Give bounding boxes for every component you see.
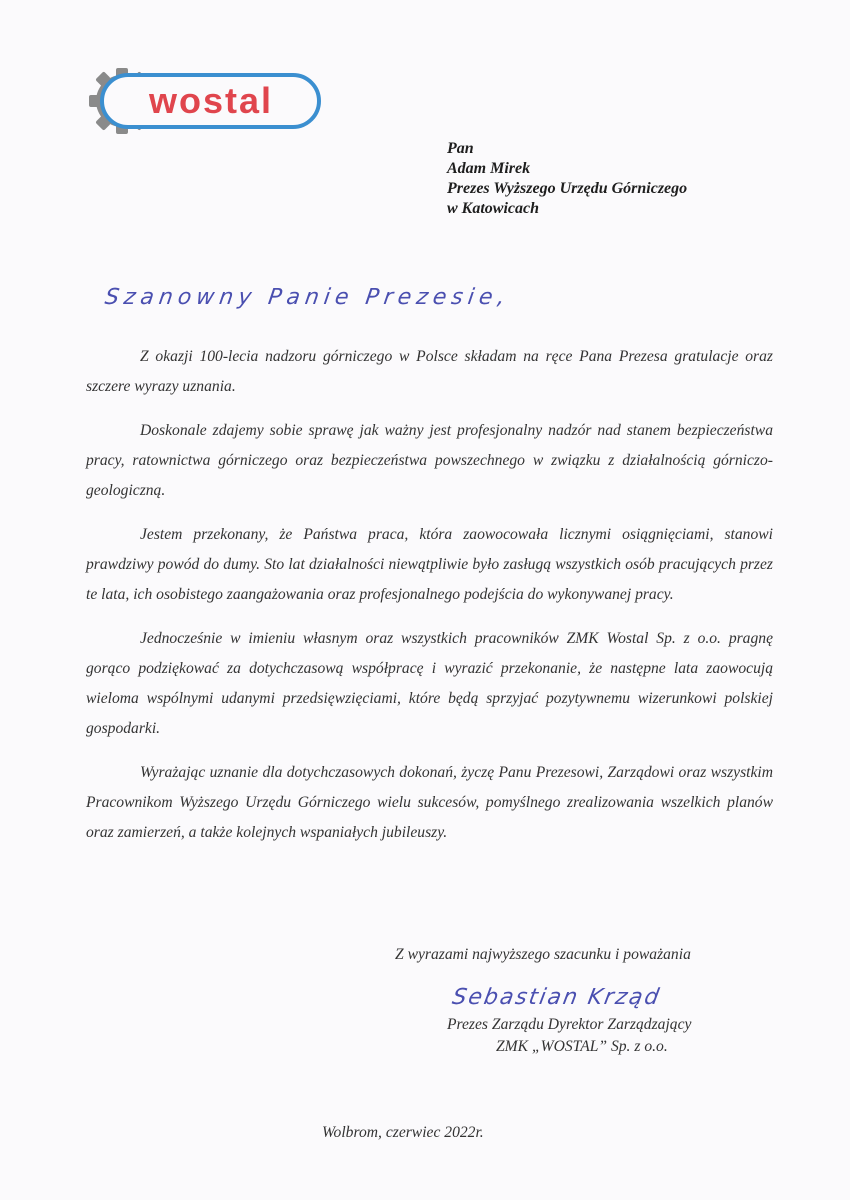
signer-title: Prezes Zarządu Dyrektor Zarządzający (447, 1016, 692, 1033)
signature-text: Sebastian Krząd (450, 984, 663, 1010)
closing-phrase: Z wyrazami najwyższego szacunku i poważania (395, 946, 691, 963)
body-paragraph: Jestem przekonany, że Państwa praca, która zaowocowała licznymi osiągnięciami, stanowi prawdziwy powód do dumy. Sto lat działalności niewątpliwie było zasługą wszystkich osób pracujących przez te lata, ich osobistego zaangażowania oraz profesjonalnego podejścia do wykonywanej pracy. (86, 526, 773, 603)
recipient-line: Prezes Wyższego Urzędu Górniczego (447, 180, 688, 197)
body-paragraph: Doskonale zdajemy sobie sprawę jak ważny jest profesjonalny nadzór nad stanem bezpieczeństwa pracy, ratownictwa górniczego oraz bezpieczeństwa powszechnego w związku z działalnością górniczo-geologiczną. (86, 422, 773, 499)
recipient-line: Pan (447, 140, 474, 157)
signer-company: ZMK „WOSTAL” Sp. z o.o. (496, 1038, 668, 1055)
recipient-address (447, 139, 687, 219)
handwritten-signature (452, 978, 692, 1014)
place-and-date: Wolbrom, czerwiec 2022r. (322, 1124, 484, 1141)
body-paragraph: Wyrażając uznanie dla dotychczasowych dokonań, życzę Panu Prezesowi, Zarządowi oraz wszystkim Pracownikom Wyższego Urzędu Górniczego wielu sukcesów, pomyślnego zrealizowania wszelkich planów oraz zamierzeń, a także kolejnych wspaniałych jubileuszy. (86, 764, 773, 841)
body-paragraph: Z okazji 100-lecia nadzoru górniczego w Polsce składam na ręce Pana Prezesa gratulacje oraz szczere wyrazy uznania. (86, 348, 773, 395)
handwritten-salutation (103, 276, 512, 328)
company-logo (88, 66, 324, 136)
body-paragraph: Jednocześnie w imieniu własnym oraz wszystkich pracowników ZMK Wostal Sp. z o.o. pragnę gorąco podziękować za dotychczasową współpracę i wyrazić przekonanie, że następne lata zaowocują wieloma wspólnymi udanymi przedsięwzięciami, które będą sprzyjać pozytywnemu wizerunkowi polskiej gospodarki. (86, 630, 773, 737)
recipient-line: w Katowicach (447, 200, 540, 217)
recipient-line: Adam Mirek (447, 160, 531, 177)
letter-body (86, 342, 773, 862)
salutation-text: Szanowny Panie Prezesie, (103, 284, 512, 310)
logo-text: wostal (148, 80, 274, 121)
wostal-logo-graphic (88, 66, 324, 136)
